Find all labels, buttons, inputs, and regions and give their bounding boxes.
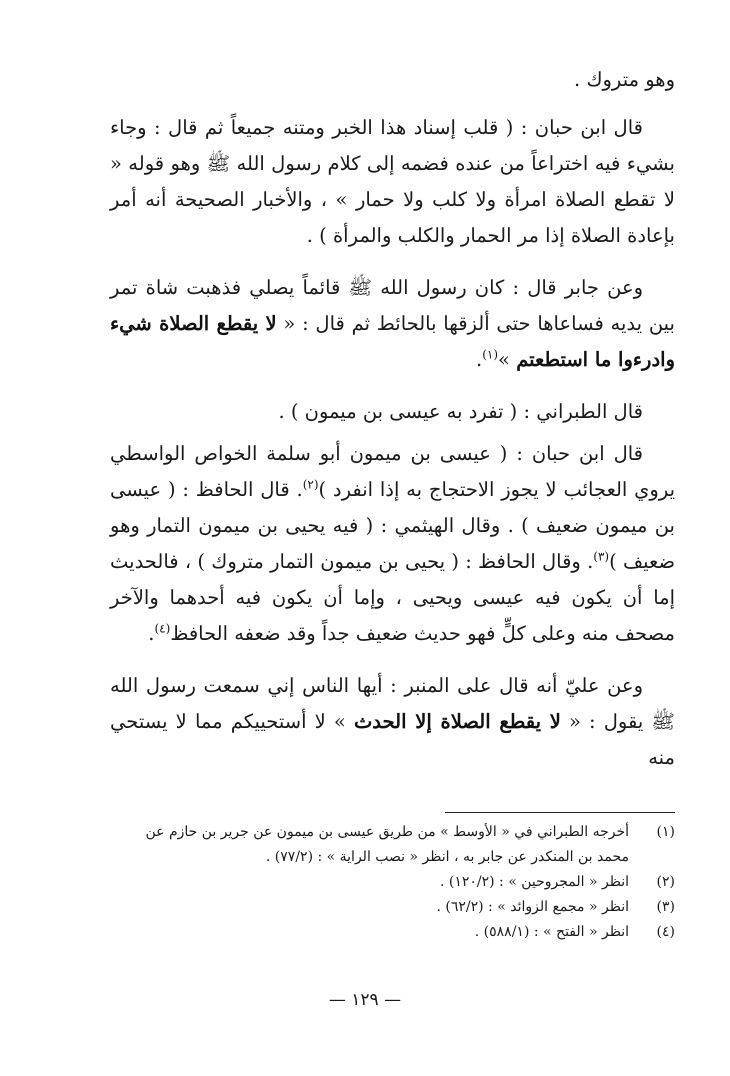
footnote-1 xyxy=(95,820,675,845)
hadith-quote-2: لا يقطع الصلاة إلا الحدث xyxy=(353,710,561,733)
footnote-1-text: أخرجه الطبراني في « الأوسط » من طريق عيسى بن ميمون عن جرير بن حازم عن xyxy=(145,824,629,840)
paragraph-4: قال الطبراني : ( تفرد به عيسى بن ميمون ) . xyxy=(278,400,643,423)
footnote-1-continuation-row xyxy=(95,845,675,870)
paragraph-6-text: وعن عليّ أنه قال على المنبر : أيها الناس إني سمعت رسول الله ﷺ يقول : « xyxy=(110,674,675,733)
paragraph-6 xyxy=(110,668,675,776)
footnote-2 xyxy=(95,870,675,895)
footnote-ref-4: (٤) xyxy=(154,621,171,636)
paragraph-3-close: » xyxy=(498,348,517,371)
paragraph-3 xyxy=(110,270,675,378)
page-number-dash-right: — xyxy=(328,990,346,1010)
footnote-3-text: انظر « مجمع الزوائد » : (٦٢/٢) . xyxy=(436,899,629,915)
footnote-4 xyxy=(95,920,675,945)
footnote-ref-2: (٢) xyxy=(302,477,319,492)
hadith-quote-1: لا يقطع الصلاة شيء وادرءوا ما استطعتم xyxy=(110,312,675,371)
footnote-1-continuation: محمد بن المنكدر عن جابر به ، انظر « نصب الراية » : (٧٧/٢) . xyxy=(265,849,629,865)
paragraph-5 xyxy=(110,436,675,652)
main-text xyxy=(110,62,675,776)
footnote-2-number: (٢) xyxy=(656,874,675,890)
paragraph-5-end: . xyxy=(148,622,155,645)
paragraph-3-text: وعن جابر قال : كان رسول الله ﷺ قائماً يصلي فذهبت شاة تمر بين يديه فساعاها حتى ألزقها بالحائط ثم قال : « xyxy=(110,276,675,335)
footnote-3 xyxy=(95,895,675,920)
paragraph-5-part-c: . وقال الحافظ : ( يحيى بن ميمون التمار متروك ) ، فالحديث إما أن يكون فيه عيسى ويحيى ، وإما أن يكون فيه أحدهما والآخر مصحف منه وعلى كلٍّ فهو حديث ضعيف جداً وقد ضعفه الحافظ xyxy=(110,550,675,645)
paragraph-5-part-a: قال ابن حبان : ( عيسى بن ميمون أبو سلمة الخواص الواسطي يروي العجائب لا يجوز الاحتجاج به إذا انفرد ) xyxy=(110,442,675,501)
paragraph-1: وهو متروك . xyxy=(574,68,675,91)
footnote-separator xyxy=(445,812,675,813)
paragraph-6-rest: » لا أستحييكم مما لا يستحي منه xyxy=(110,710,675,769)
paragraph-3-end: . xyxy=(476,348,483,371)
footnote-4-text: انظر « الفتح » : (٥٨٨/١) . xyxy=(474,924,629,940)
footnote-ref-1: (١) xyxy=(482,347,499,362)
page-number xyxy=(0,990,730,1010)
footnotes xyxy=(95,820,675,945)
footnote-3-number: (٣) xyxy=(656,899,675,915)
footnote-ref-3: (٣) xyxy=(593,549,610,564)
footnote-2-text: انظر « المجروحين » : (١٢٠/٢) . xyxy=(439,874,629,890)
page-number-value: ١٢٩ xyxy=(351,990,379,1010)
footnote-1-number: (١) xyxy=(656,824,675,840)
footnote-4-number: (٤) xyxy=(656,924,675,940)
paragraph-5-part-b: . قال الحافظ : ( عيسى بن ميمون ضعيف ) . وقال الهيثمي : ( فيه يحيى بن ميمون التمار وهو ضعيف ) xyxy=(110,478,675,573)
paragraph-2: قال ابن حبان : ( قلب إسناد هذا الخبر ومتنه جميعاً ثم قال : وجاء بشيء فيه اختراعاً من عنده فضمه إلى كلام رسول الله ﷺ وهو قوله « لا تقطع الصلاة امرأة ولا كلب ولا حمار » ، والأخبار الصحيحة أنه أمر بإعادة الصلاة إذا مر الحمار والكلب والمرأة ) . xyxy=(110,116,675,247)
page-number-dash-left: — xyxy=(384,990,402,1010)
